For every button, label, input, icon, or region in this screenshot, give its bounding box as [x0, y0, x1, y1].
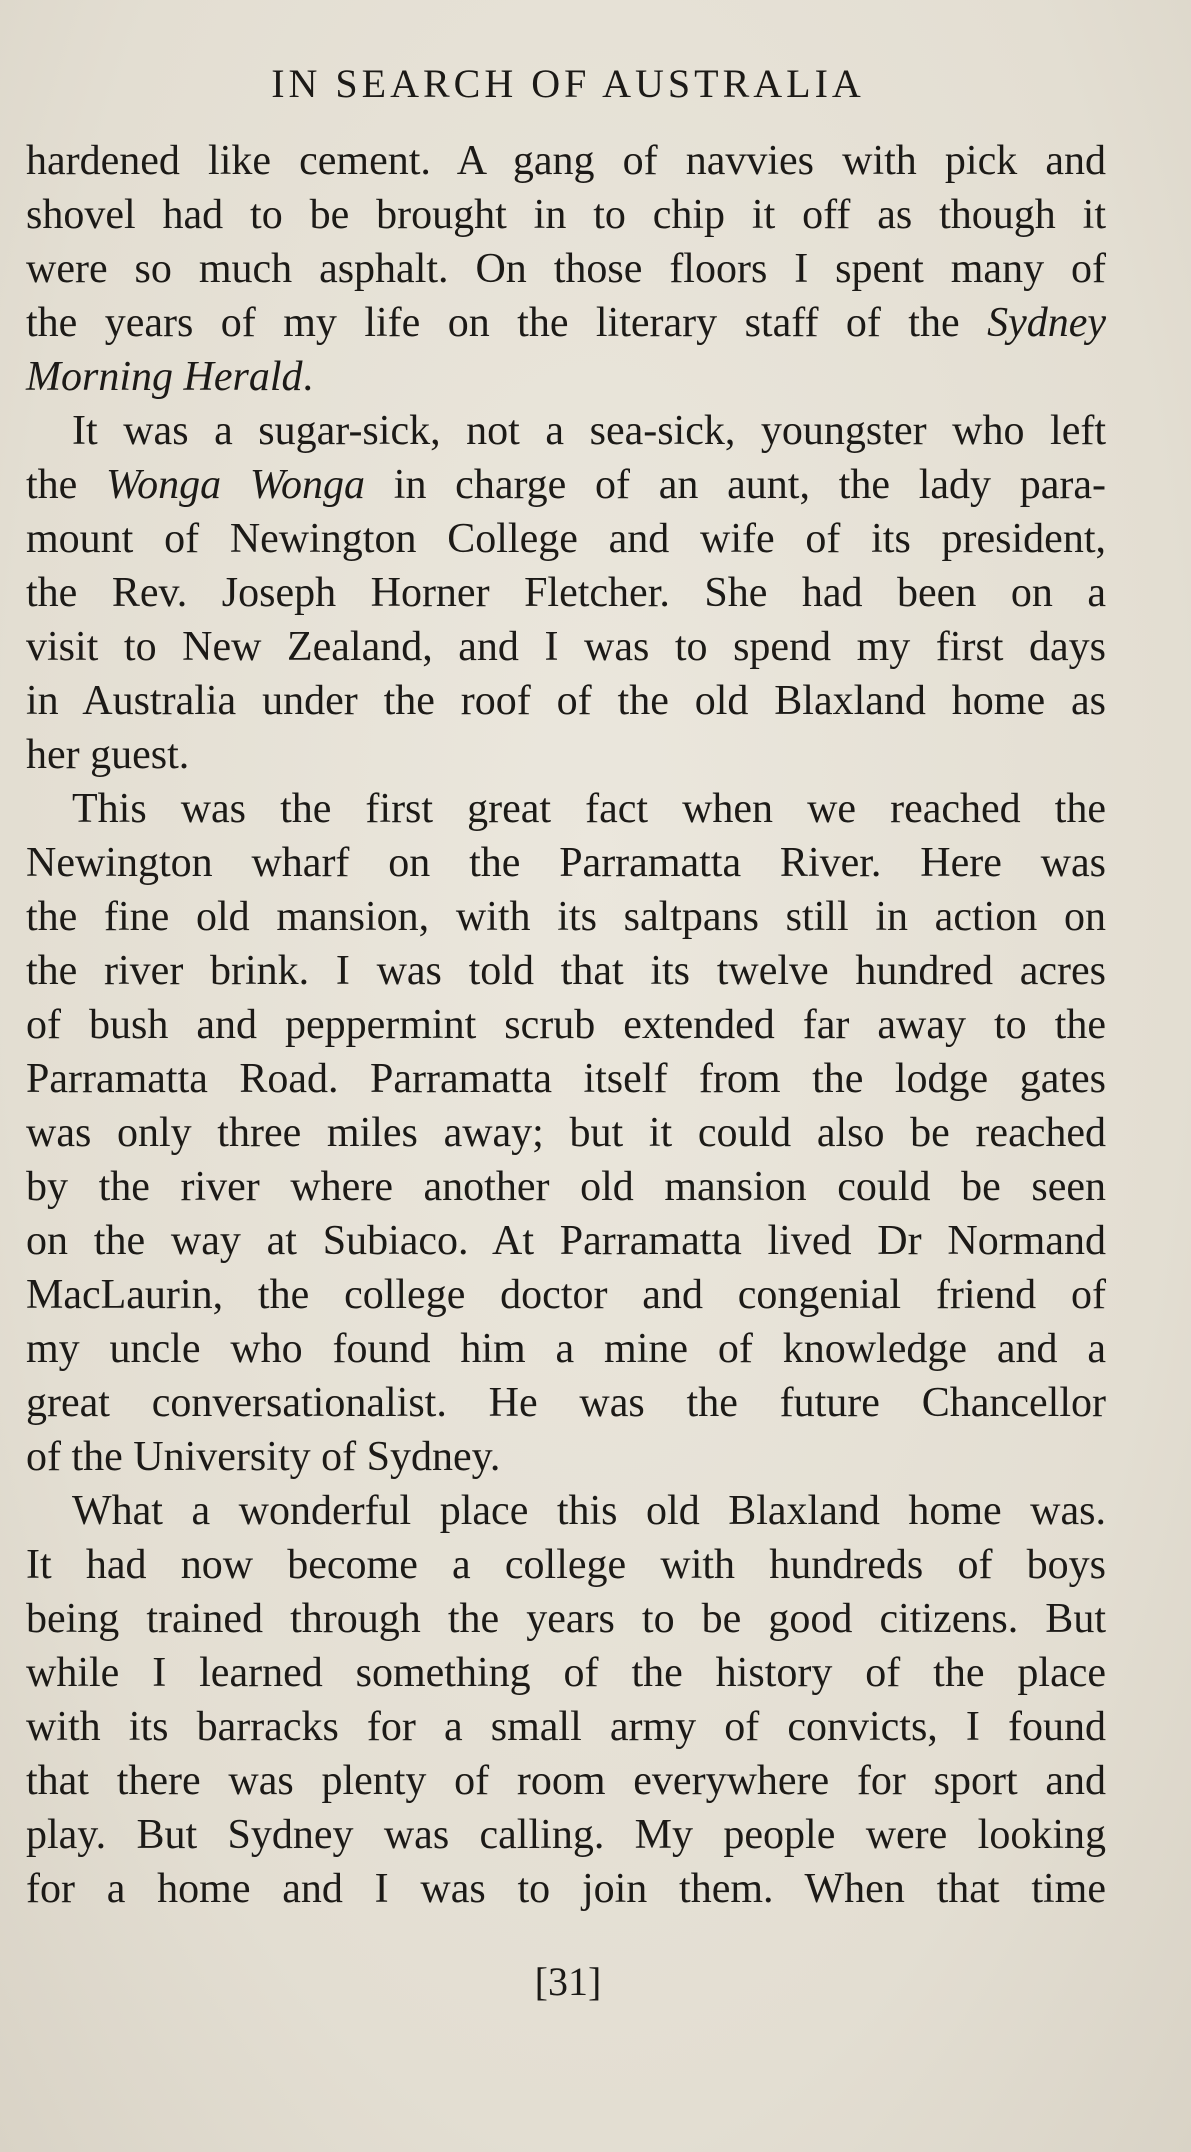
text-line: while I learned something of the history of the place [26, 1650, 1106, 1696]
text-line: for a home and I was to join them. When that time [26, 1866, 1106, 1912]
text-line: being trained through the years to be good citizens. But [26, 1596, 1106, 1642]
text-line: This was the first great fact when we reached the [72, 786, 1106, 832]
text-line: play. But Sydney was calling. My people were looking [26, 1812, 1106, 1858]
text-line: by the river where another old mansion could be seen [26, 1164, 1106, 1210]
text-line: in Australia under the roof of the old Blaxland home as [26, 678, 1106, 724]
text-line: the Wonga Wonga in charge of an aunt, the lady para- [26, 462, 1107, 508]
text-line: were so much asphalt. On those floors I spent many of [26, 246, 1106, 292]
text-line: the years of my life on the literary staff of the Sydney [26, 300, 1106, 346]
text-line: the Rev. Joseph Horner Fletcher. She had been on a [26, 570, 1106, 616]
text-line: Parramatta Road. Parramatta itself from the lodge gates [26, 1056, 1106, 1102]
text-line: was only three miles away; but it could also be reached [26, 1110, 1106, 1156]
text-line: great conversationalist. He was the future Chancellor [26, 1380, 1106, 1426]
text-line: the fine old mansion, with its saltpans still in action on [26, 894, 1106, 940]
running-head: IN SEARCH OF AUSTRALIA [271, 61, 865, 106]
text-line: shovel had to be brought in to chip it off as though it [26, 192, 1106, 238]
text-line: the river brink. I was told that its twelve hundred acres [26, 948, 1106, 994]
text-line: mount of Newington College and wife of its president, [26, 516, 1106, 562]
text-line: MacLaurin, the college doctor and congenial friend of [26, 1272, 1106, 1318]
text-line: Morning Herald. [26, 354, 313, 400]
text-line: What a wonderful place this old Blaxland home was. [72, 1488, 1106, 1534]
text-line: Newington wharf on the Parramatta River. Here was [26, 840, 1106, 886]
text-line: on the way at Subiaco. At Parramatta lived Dr Normand [26, 1218, 1106, 1264]
text-line: with its barracks for a small army of convicts, I found [26, 1704, 1106, 1750]
text-line: my uncle who found him a mine of knowledge and a [26, 1326, 1106, 1372]
text-line: of the University of Sydney. [26, 1434, 501, 1480]
body-text [26, 134, 1106, 1916]
text-line: It was a sugar-sick, not a sea-sick, youngster who left [72, 408, 1106, 454]
text-line: of bush and peppermint scrub extended far away to the [26, 1002, 1106, 1048]
text-line: her guest. [26, 732, 190, 778]
text-line: visit to New Zealand, and I was to spend my first days [26, 624, 1106, 670]
text-line: It had now become a college with hundreds of boys [26, 1542, 1106, 1588]
page-number: [31] [534, 1959, 602, 2004]
text-line: that there was plenty of room everywhere for sport and [26, 1758, 1106, 1804]
text-line: hardened like cement. A gang of navvies with pick and [26, 138, 1106, 184]
